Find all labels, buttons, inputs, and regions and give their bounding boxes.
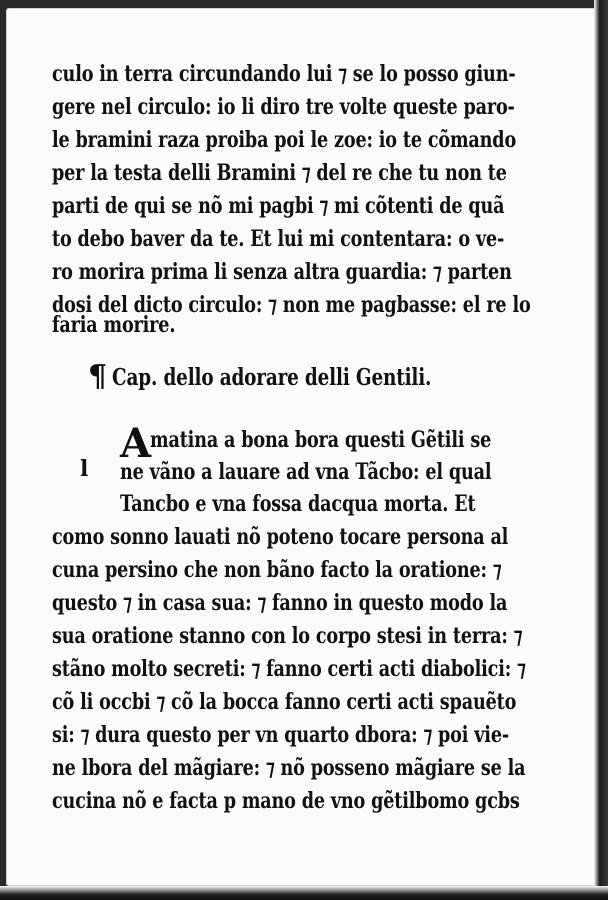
text-line: faria morire. [52, 312, 176, 338]
page-edge-right [594, 0, 608, 900]
text-line: sua oratione stanno con lo corpo stesi in terra: ⁊ [52, 623, 523, 649]
text-line: ro morira prima li senza altra guardia: ⁊ parten [52, 259, 512, 285]
text-line: cõ li occbi ⁊ cõ la bocca fanno certi acti spauẽto [52, 689, 517, 715]
text-line: culo in terra circundando lui ⁊ se lo posso giun- [52, 61, 516, 87]
drop-cap: A [120, 420, 152, 467]
text-line: per la testa delli Bramini ⁊ del re che tu non te [52, 160, 507, 186]
text-line: le bramini raza proiba poi le zoe: io te cõmando [52, 127, 517, 153]
pilcrow-mark: ¶ [88, 359, 108, 394]
text-line: ne lbora del mãgiare: ⁊ nõ posseno mãgiare se la [52, 755, 526, 781]
text-line-indented: Tancbo e vna fossa dacqua morta. Et [120, 491, 476, 517]
text-line-indented: matina a bona bora questi Gẽtili se [150, 427, 492, 453]
text-line: dosi del dicto circulo: ⁊ non me pagbasse: el re lo [52, 292, 531, 318]
text-line: stãno molto secreti: ⁊ fanno certi acti diabolici: ⁊ [52, 656, 526, 682]
text-line: si: ⁊ dura questo per vn quarto dbora: ⁊ poi vie- [52, 722, 509, 748]
text-line: cucina nõ e facta p mano de vno gẽtilbomo gcbs [52, 788, 520, 814]
text-line-indented: ne vãno a lauare ad vna Tãcbo: el qual [120, 459, 492, 485]
text-line: to debo baver da te. Et lui mi contentara: o ve- [52, 226, 505, 252]
page-edge-bottom [0, 886, 608, 900]
text-line: parti de qui se nõ mi pagbi ⁊ mi cõtenti de quã [52, 193, 505, 219]
text-line: questo ⁊ in casa sua: ⁊ fanno in questo modo la [52, 590, 508, 616]
text-line: gere nel circulo: io li diro tre volte queste paro- [52, 94, 515, 120]
text-line: como sonno lauati nõ poteno tocare persona al [52, 524, 509, 550]
margin-mark: l [80, 456, 89, 482]
chapter-heading: Cap. dello adorare delli Gentili. [112, 364, 432, 391]
text-line: cuna persino che non bãno facto la oratione: ⁊ [52, 557, 502, 583]
